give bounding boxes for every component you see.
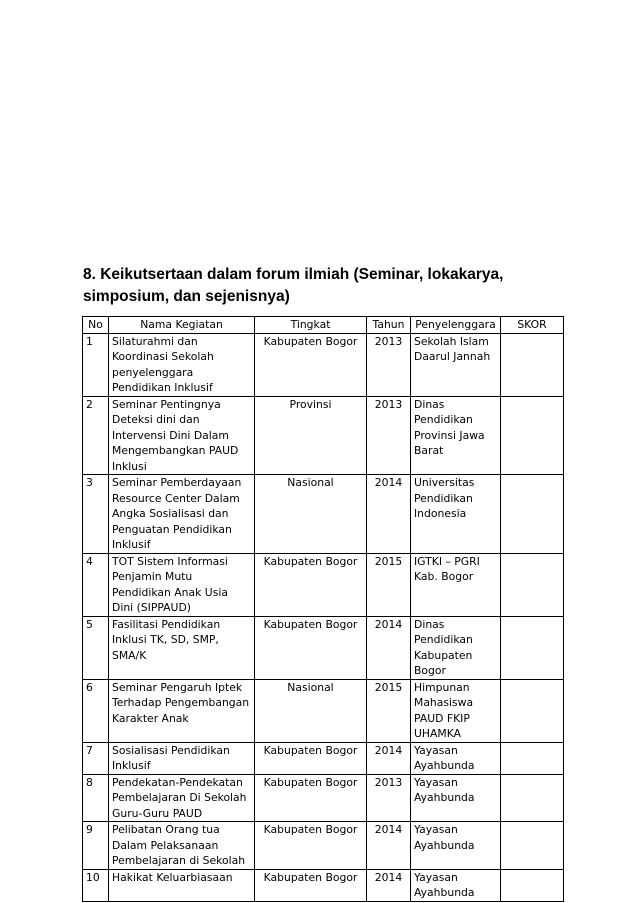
cell-penyelenggara: Yayasan Ayahbunda: [411, 869, 501, 901]
table-row: [83, 869, 564, 901]
cell-tingkat: Kabupaten Bogor: [255, 333, 367, 396]
table-row: [83, 333, 564, 396]
cell-nama-kegiatan: Seminar Pengaruh Iptek Terhadap Pengembangan Karakter Anak: [109, 679, 255, 742]
cell-penyelenggara: Yayasan Ayahbunda: [411, 742, 501, 774]
cell-skor: [501, 333, 564, 396]
cell-tingkat: Kabupaten Bogor: [255, 869, 367, 901]
cell-no: 3: [83, 475, 109, 554]
cell-tingkat: Kabupaten Bogor: [255, 553, 367, 616]
column-header-no: No: [83, 317, 109, 334]
table-row: [83, 553, 564, 616]
cell-penyelenggara: Yayasan Ayahbunda: [411, 822, 501, 870]
cell-tingkat: Kabupaten Bogor: [255, 616, 367, 679]
cell-penyelenggara: Universitas Pendidikan Indonesia: [411, 475, 501, 554]
column-header-penyelenggara: Penyelenggara: [411, 317, 501, 334]
cell-tingkat: Nasional: [255, 679, 367, 742]
cell-no: 7: [83, 742, 109, 774]
cell-no: 10: [83, 869, 109, 901]
cell-nama-kegiatan: Sosialisasi Pendidikan Inklusif: [109, 742, 255, 774]
table-row: [83, 774, 564, 822]
forum-table: [82, 316, 564, 902]
cell-skor: [501, 553, 564, 616]
cell-tahun: 2015: [367, 679, 411, 742]
table-header-row: [83, 317, 564, 334]
column-header-nama-kegiatan: Nama Kegiatan: [109, 317, 255, 334]
cell-tingkat: Kabupaten Bogor: [255, 774, 367, 822]
cell-skor: [501, 774, 564, 822]
cell-tingkat: Kabupaten Bogor: [255, 742, 367, 774]
column-header-tingkat: Tingkat: [255, 317, 367, 334]
cell-penyelenggara: IGTKI – PGRI Kab. Bogor: [411, 553, 501, 616]
cell-nama-kegiatan: Hakikat Keluarbiasaan: [109, 869, 255, 901]
table-row: [83, 396, 564, 475]
cell-tahun: 2014: [367, 475, 411, 554]
cell-no: 2: [83, 396, 109, 475]
cell-no: 1: [83, 333, 109, 396]
column-header-tahun: Tahun: [367, 317, 411, 334]
cell-tahun: 2014: [367, 822, 411, 870]
table-row: [83, 679, 564, 742]
table-body: [83, 333, 564, 901]
cell-penyelenggara: Himpunan Mahasiswa PAUD FKIP UHAMKA: [411, 679, 501, 742]
cell-tahun: 2014: [367, 742, 411, 774]
cell-nama-kegiatan: Pelibatan Orang tua Dalam Pelaksanaan Pembelajaran di Sekolah: [109, 822, 255, 870]
cell-skor: [501, 616, 564, 679]
cell-penyelenggara: Dinas Pendidikan Provinsi Jawa Barat: [411, 396, 501, 475]
table-row: [83, 475, 564, 554]
cell-tahun: 2013: [367, 333, 411, 396]
cell-tingkat: Kabupaten Bogor: [255, 822, 367, 870]
cell-tingkat: Nasional: [255, 475, 367, 554]
cell-penyelenggara: Dinas Pendidikan Kabupaten Bogor: [411, 616, 501, 679]
cell-penyelenggara: Yayasan Ayahbunda: [411, 774, 501, 822]
cell-skor: [501, 742, 564, 774]
cell-no: 5: [83, 616, 109, 679]
cell-no: 9: [83, 822, 109, 870]
table-row: [83, 822, 564, 870]
cell-nama-kegiatan: Silaturahmi dan Koordinasi Sekolah penyelenggara Pendidikan Inklusif: [109, 333, 255, 396]
cell-tahun: 2015: [367, 553, 411, 616]
cell-no: 6: [83, 679, 109, 742]
cell-skor: [501, 396, 564, 475]
cell-nama-kegiatan: Pendekatan-Pendekatan Pembelajaran Di Sekolah Guru-Guru PAUD: [109, 774, 255, 822]
cell-tingkat: Provinsi: [255, 396, 367, 475]
table-row: [83, 742, 564, 774]
cell-skor: [501, 475, 564, 554]
cell-skor: [501, 679, 564, 742]
column-header-skor: SKOR: [501, 317, 564, 334]
cell-penyelenggara: Sekolah Islam Daarul Jannah: [411, 333, 501, 396]
cell-tahun: 2014: [367, 869, 411, 901]
cell-tahun: 2013: [367, 396, 411, 475]
cell-nama-kegiatan: TOT Sistem Informasi Penjamin Mutu Pendidikan Anak Usia Dini (SIPPAUD): [109, 553, 255, 616]
cell-skor: [501, 822, 564, 870]
table-row: [83, 616, 564, 679]
section-heading: 8. Keikutsertaan dalam forum ilmiah (Seminar, lokakarya, simposium, dan sejenisnya): [83, 266, 504, 305]
cell-no: 8: [83, 774, 109, 822]
cell-nama-kegiatan: Seminar Pemberdayaan Resource Center Dalam Angka Sosialisasi dan Penguatan Pendidikan Inklusif: [109, 475, 255, 554]
cell-tahun: 2014: [367, 616, 411, 679]
cell-no: 4: [83, 553, 109, 616]
cell-nama-kegiatan: Fasilitasi Pendidikan Inklusi TK, SD, SMP, SMA/K: [109, 616, 255, 679]
cell-tahun: 2013: [367, 774, 411, 822]
cell-nama-kegiatan: Seminar Pentingnya Deteksi dini dan Intervensi Dini Dalam Mengembangkan PAUD Inklusi: [109, 396, 255, 475]
cell-skor: [501, 869, 564, 901]
